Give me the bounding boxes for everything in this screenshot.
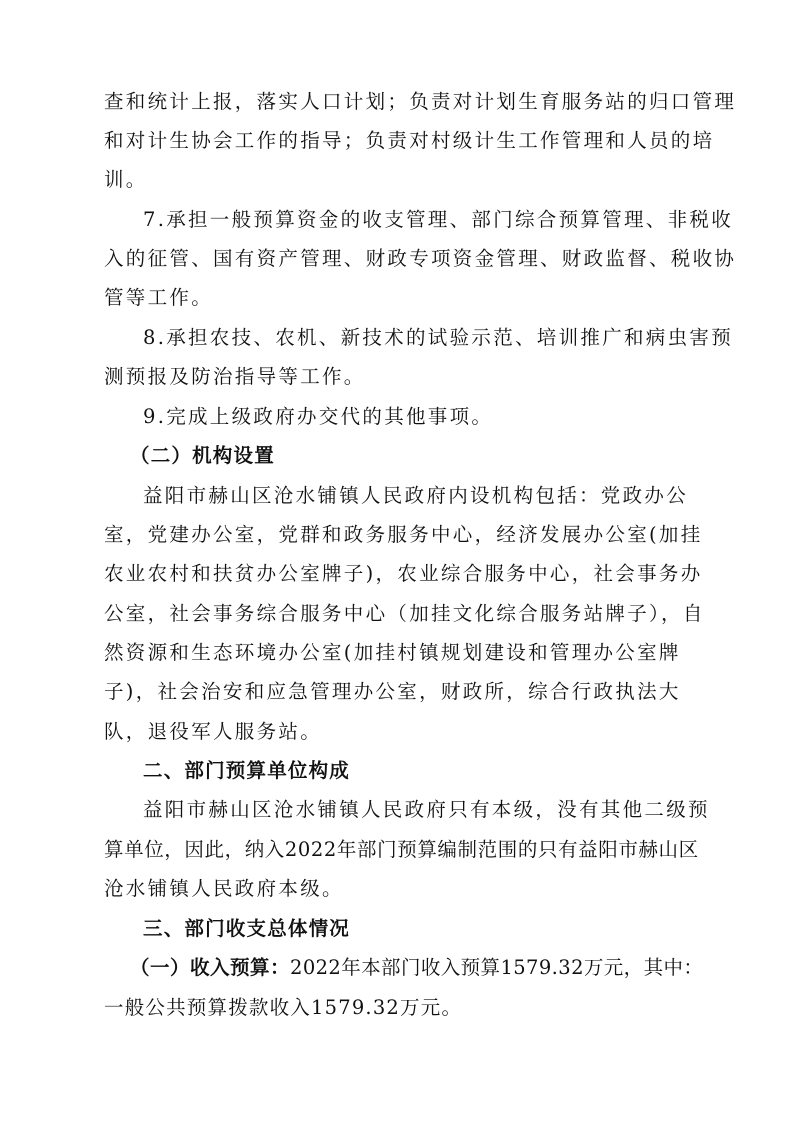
paragraph-line: 测预报及防治指导等工作。 [104,365,366,388]
paragraph-line: 和对计生协会工作的指导；负责对村级计生工作管理和人员的培 [104,129,715,152]
paragraph-line: 子)，社会治安和应急管理办公室，财政所，综合行政执法大 [104,680,681,703]
paragraph-line: 农业农村和扶贫办公室牌子)，农业综合服务中心，社会事务办 [104,562,703,585]
paragraph-line: 算单位，因此，纳入2022年部门预算编制范围的只有益阳市赫山区 [104,838,699,861]
income-budget-label: （一）收入预算： [130,956,291,979]
paragraph-line: 益阳市赫山区沧水铺镇人民政府内设机构包括：党政办公 [143,484,689,507]
paragraph-line: 益阳市赫山区沧水铺镇人民政府只有本级，没有其他二级预 [143,798,710,821]
paragraph-line: 训。 [104,168,148,191]
paragraph-line: 查和统计上报，落实人口计划；负责对计划生育服务站的归口管理 [104,90,737,113]
section-heading-budget-overview: 三、部门收支总体情况 [143,917,351,940]
paragraph-line-item-9: 9.完成上级政府办交代的其他事项。 [143,405,494,428]
paragraph-line: 入的征管、国有资产管理、财政专项资金管理、财政监督、税收协 [104,247,737,270]
paragraph-line: 管等工作。 [104,286,214,309]
section-heading-org-setup: （二）机构设置 [130,444,275,467]
paragraph-line: 队，退役军人服务站。 [104,720,323,743]
paragraph-line-income [130,955,730,981]
section-heading-budget-units: 二、部门预算单位构成 [143,759,351,782]
paragraph-line: 沧水铺镇人民政府本级。 [104,877,344,900]
paragraph-line: 然资源和生态环境办公室(加挂村镇规划建设和管理办公室牌 [104,641,681,664]
paragraph-line: 公室，社会事务综合服务中心（加挂文化综合服务站牌子），自 [104,602,705,625]
income-budget-text: 2022年本部门收入预算1579.32万元，其中： [290,956,704,979]
paragraph-line: 一般公共预算拨款收入1579.32万元。 [104,996,463,1019]
paragraph-line-item-8: 8.承担农技、农机、新技术的试验示范、培训推广和病虫害预 [143,326,734,349]
paragraph-line: 室，党建办公室，党群和政务服务中心，经济发展办公室(加挂 [104,523,703,546]
paragraph-line-item-7: 7.承担一般预算资金的收支管理、部门综合预算管理、非税收 [143,208,734,231]
